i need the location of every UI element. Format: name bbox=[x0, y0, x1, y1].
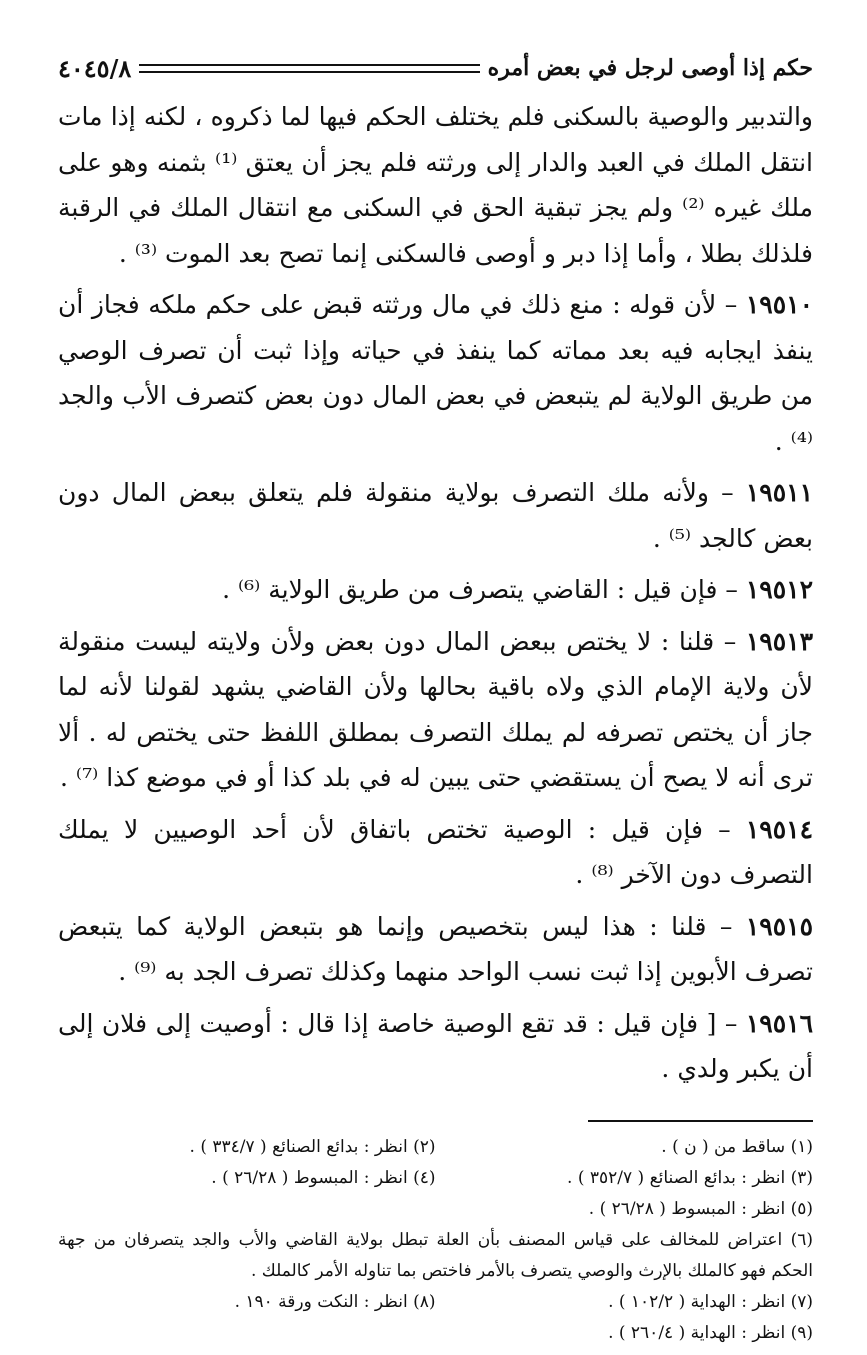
header-double-rule bbox=[139, 64, 479, 73]
paragraph-text: – قلنا : لا يختص ببعض المال دون بعض ولأن ولايته ليست منقولة لأن ولاية الإمام الذي ولاه باقية بحالها ولأن القاضي يشهد لقولنا لأنه لما جاز أن يختص تصرفه لم يملك التصرف بمطلق اللفظ حتى يختص له . ألا ترى أنه لا يصح أن يستقضي حتى يبين له في بلد كذا أو في موضع كذا ⁽⁷⁾ . bbox=[58, 626, 813, 792]
paragraph-number: ١٩٥١٤ bbox=[745, 814, 813, 844]
paragraph-text: والتدبير والوصية بالسكنى فلم يختلف الحكم فيها لما ذكروه ، لكنه إذا مات انتقل الملك في العبد والدار إلى ورثته فلم يجز أن يعتق ⁽¹⁾ بثمنه وهو على ملك غيره ⁽²⁾ ولم يجز تبقية الحق في السكنى مع انتقال الملك في الرقبة فلذلك بطلا ، وأما إذا دبر و أوصى فالسكنى إنما تصح بعد الموت ⁽³⁾ . bbox=[58, 102, 813, 268]
paragraph-number: ١٩٥١٢ bbox=[745, 575, 813, 604]
footnote-row bbox=[58, 1194, 813, 1225]
footnote-separator bbox=[588, 1120, 813, 1122]
paragraph-text: – ولأنه ملك التصرف بولاية منقولة فلم يتعلق ببعض المال دون بعض كالجد ⁽⁵⁾ . bbox=[58, 478, 813, 553]
paragraph-text: – [ فإن قيل : قد تقع الوصية خاصة إذا قال : أوصيت إلى فلان إلى أن يكبر ولدي . bbox=[58, 1008, 813, 1083]
footnote-2: (٢) انظر : بدائع الصنائع ( ٣٣٤/٧ ) . bbox=[189, 1136, 436, 1157]
paragraph-19510 bbox=[58, 282, 813, 464]
paragraph-19512 bbox=[58, 567, 813, 613]
footnote-row bbox=[58, 1318, 813, 1349]
paragraph-number: ١٩٥١٦ bbox=[745, 1008, 813, 1038]
paragraph-text: – فإن قيل : القاضي يتصرف من طريق الولاية ⁽⁶⁾ . bbox=[222, 575, 746, 604]
footnotes bbox=[58, 1132, 813, 1349]
paragraph-number: ١٩٥١٠ bbox=[745, 290, 813, 319]
footnote-9: (٩) انظر : الهداية ( ٢٦٠/٤ ) . bbox=[608, 1322, 813, 1343]
paragraph-intro bbox=[58, 94, 813, 276]
footnote-3: (٣) انظر : بدائع الصنائع ( ٣٥٢/٧ ) . bbox=[567, 1167, 813, 1188]
page-number: ٤٠٤٥/٨ bbox=[58, 53, 132, 83]
paragraph-text: – قلنا : هذا ليس بتخصيص وإنما هو بتبعض الولاية كما يتبعض تصرف الأبوين إذا ثبت نسب الواحد منهما وكذلك تصرف الجد به ⁽⁹⁾ . bbox=[58, 911, 813, 986]
paragraph-19515 bbox=[58, 904, 813, 995]
paragraph-text: – لأن قوله : منع ذلك في مال ورثته قبض على حكم ملكه فجاز أن ينفذ ايجابه فيه بعد مماته كما ينفذ في حياته وإذا ثبت أن تصرف الوصي من طريق الولاية لم يتبعض في بعض المال دون بعض كتصرف الأب والجد ⁽⁴⁾ . bbox=[58, 290, 813, 456]
paragraph-number: ١٩٥١٣ bbox=[745, 626, 813, 656]
paragraph-number: ١٩٥١٥ bbox=[745, 911, 813, 941]
footnote-1: (١) ساقط من ( ن ) . bbox=[661, 1136, 813, 1157]
paragraph-19516 bbox=[58, 1001, 813, 1092]
chapter-title: حكم إذا أوصى لرجل في بعض أمره bbox=[487, 55, 813, 81]
paragraph-19513 bbox=[58, 619, 813, 801]
footnote-7: (٧) انظر : الهداية ( ١٠٢/٢ ) . bbox=[608, 1291, 813, 1312]
paragraph-text: – فإن قيل : الوصية تختص باتفاق لأن أحد الوصيين لا يملك التصرف دون الآخر ⁽⁸⁾ . bbox=[58, 814, 813, 889]
paragraph-19514 bbox=[58, 807, 813, 898]
footnote-8: (٨) انظر : النكت ورقة ١٩٠ . bbox=[234, 1291, 436, 1312]
footnote-row bbox=[58, 1163, 813, 1194]
footnote-5: (٥) انظر : المبسوط ( ٢٦/٢٨ ) . bbox=[588, 1198, 813, 1219]
paragraph-number: ١٩٥١١ bbox=[745, 478, 813, 507]
book-page bbox=[58, 48, 813, 1349]
main-text bbox=[58, 94, 813, 1092]
footnote-6: (٦) اعتراض للمخالف على قياس المصنف بأن العلة تبطل بولاية القاضي والأب والجد يتصرفان من جهة الحكم فهو كالملك بالإرث والوصي يتصرف بالأمر فاختص بما تناوله الأمر كالملك . bbox=[58, 1229, 813, 1281]
paragraph-19511 bbox=[58, 470, 813, 561]
running-header bbox=[58, 48, 813, 88]
footnote-row bbox=[58, 1287, 813, 1318]
footnote-4: (٤) انظر : المبسوط ( ٢٦/٢٨ ) . bbox=[211, 1167, 436, 1188]
footnote-row bbox=[58, 1132, 813, 1163]
